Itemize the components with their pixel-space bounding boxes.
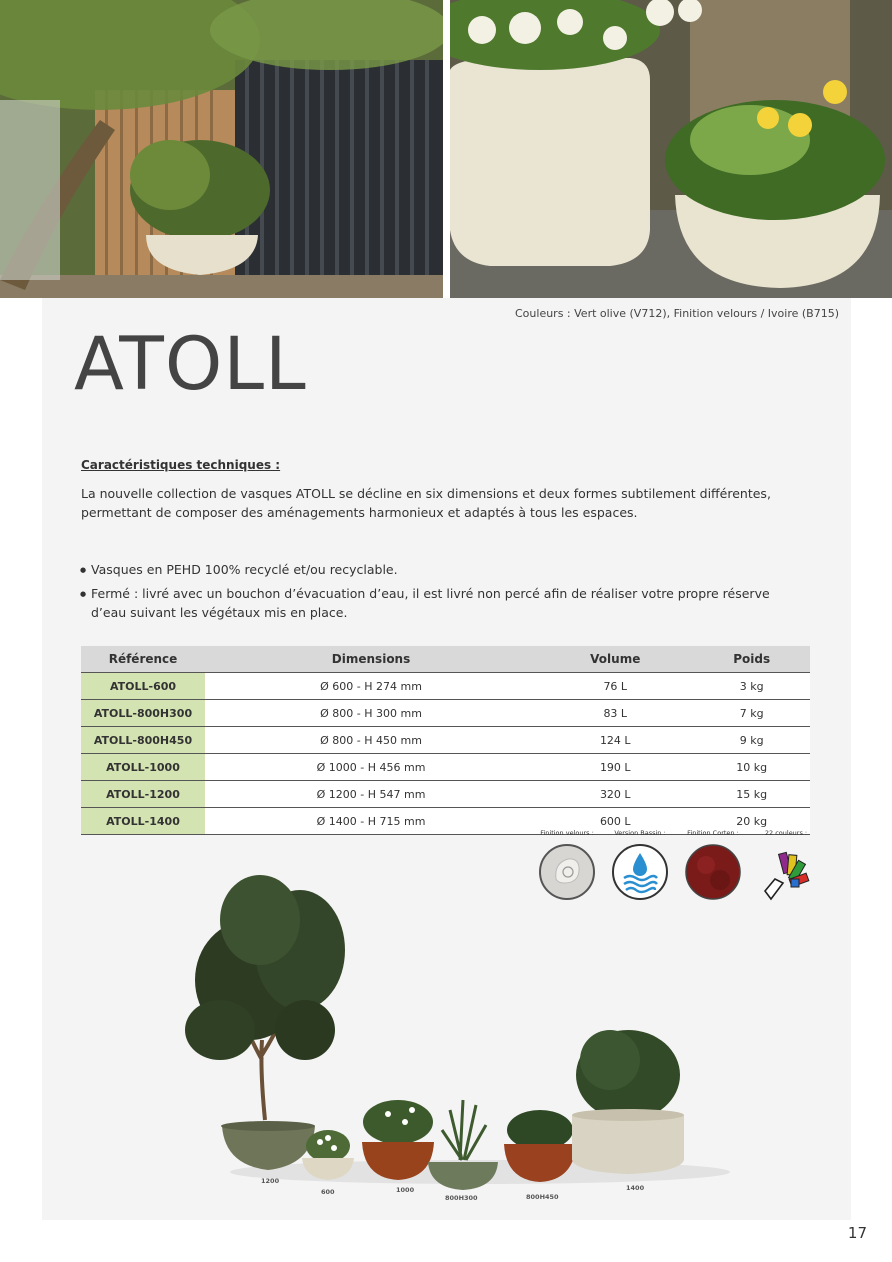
dimensions-cell: Ø 800 - H 450 mm (205, 727, 537, 754)
product-label-600: 600 (321, 1188, 335, 1196)
garden-photo-right (450, 0, 892, 298)
specifications-table (81, 646, 810, 835)
feature-list (78, 560, 798, 627)
option-label: Finition Corten : (687, 829, 739, 837)
product-lineup (150, 860, 750, 1210)
color-palette-icon (757, 843, 815, 901)
planters-illustration (150, 860, 750, 1210)
volume-cell: 600 L (537, 808, 693, 835)
dimensions-cell: Ø 1200 - H 547 mm (205, 781, 537, 808)
section-heading: Caractéristiques techniques : (81, 458, 281, 472)
product-label-800h300: 800H300 (445, 1194, 478, 1202)
option-label: 22 couleurs : (764, 829, 808, 837)
dimensions-cell: Ø 600 - H 274 mm (205, 673, 537, 700)
volume-cell: 190 L (537, 754, 693, 781)
product-label-1400: 1400 (626, 1184, 645, 1192)
volume-cell: 76 L (537, 673, 693, 700)
feature-item: ● Vasques en PEHD 100% recyclé et/ou recyclable. (78, 560, 798, 579)
volume-cell: 320 L (537, 781, 693, 808)
product-label-1200: 1200 (261, 1177, 280, 1185)
garden-photo-left (0, 0, 443, 298)
dimensions-cell: Ø 1000 - H 456 mm (205, 754, 537, 781)
weight-cell: 10 kg (693, 754, 810, 781)
volume-cell: 83 L (537, 700, 693, 727)
table-header-row (81, 646, 810, 673)
option-colors (751, 829, 821, 901)
table-row (81, 700, 810, 727)
column-header-weight: Poids (693, 646, 810, 673)
reference-cell: ATOLL-600 (81, 673, 205, 700)
column-header-reference: Référence (81, 646, 205, 673)
column-header-volume: Volume (537, 646, 693, 673)
reference-cell: ATOLL-1400 (81, 808, 205, 835)
reference-cell: ATOLL-800H300 (81, 700, 205, 727)
table-row (81, 727, 810, 754)
option-label: Version Bassin : (614, 829, 666, 837)
option-label: Finition velours : (540, 829, 594, 837)
dimensions-cell: Ø 1400 - H 715 mm (205, 808, 537, 835)
volume-cell: 124 L (537, 727, 693, 754)
dimensions-cell: Ø 800 - H 300 mm (205, 700, 537, 727)
intro-paragraph: La nouvelle collection de vasques ATOLL se décline en six dimensions et deux formes subtilement différentes, permettant de composer des aménagements harmonieux et adaptés à tous les espaces. (81, 486, 771, 520)
weight-cell: 20 kg (693, 808, 810, 835)
product-title: ATOLL (74, 322, 307, 407)
table-row (81, 754, 810, 781)
page-number: 17 (847, 1224, 867, 1242)
weight-cell: 15 kg (693, 781, 810, 808)
reference-cell: ATOLL-1000 (81, 754, 205, 781)
weight-cell: 9 kg (693, 727, 810, 754)
table-row (81, 673, 810, 700)
photo-caption: Couleurs : Vert olive (V712), Finition velours / Ivoire (B715) (515, 307, 839, 320)
reference-cell: ATOLL-1200 (81, 781, 205, 808)
weight-cell: 7 kg (693, 700, 810, 727)
column-header-dimensions: Dimensions (205, 646, 537, 673)
product-label-800h450: 800H450 (526, 1193, 559, 1201)
table-row (81, 781, 810, 808)
product-label-1000: 1000 (396, 1186, 415, 1194)
reference-cell: ATOLL-800H450 (81, 727, 205, 754)
feature-item: ● Fermé : livré avec un bouchon d’évacuation d’eau, il est livré non percé afin de réaliser votre propre réserve d’eau suivant les végétaux mis en place. (78, 584, 798, 622)
weight-cell: 3 kg (693, 673, 810, 700)
